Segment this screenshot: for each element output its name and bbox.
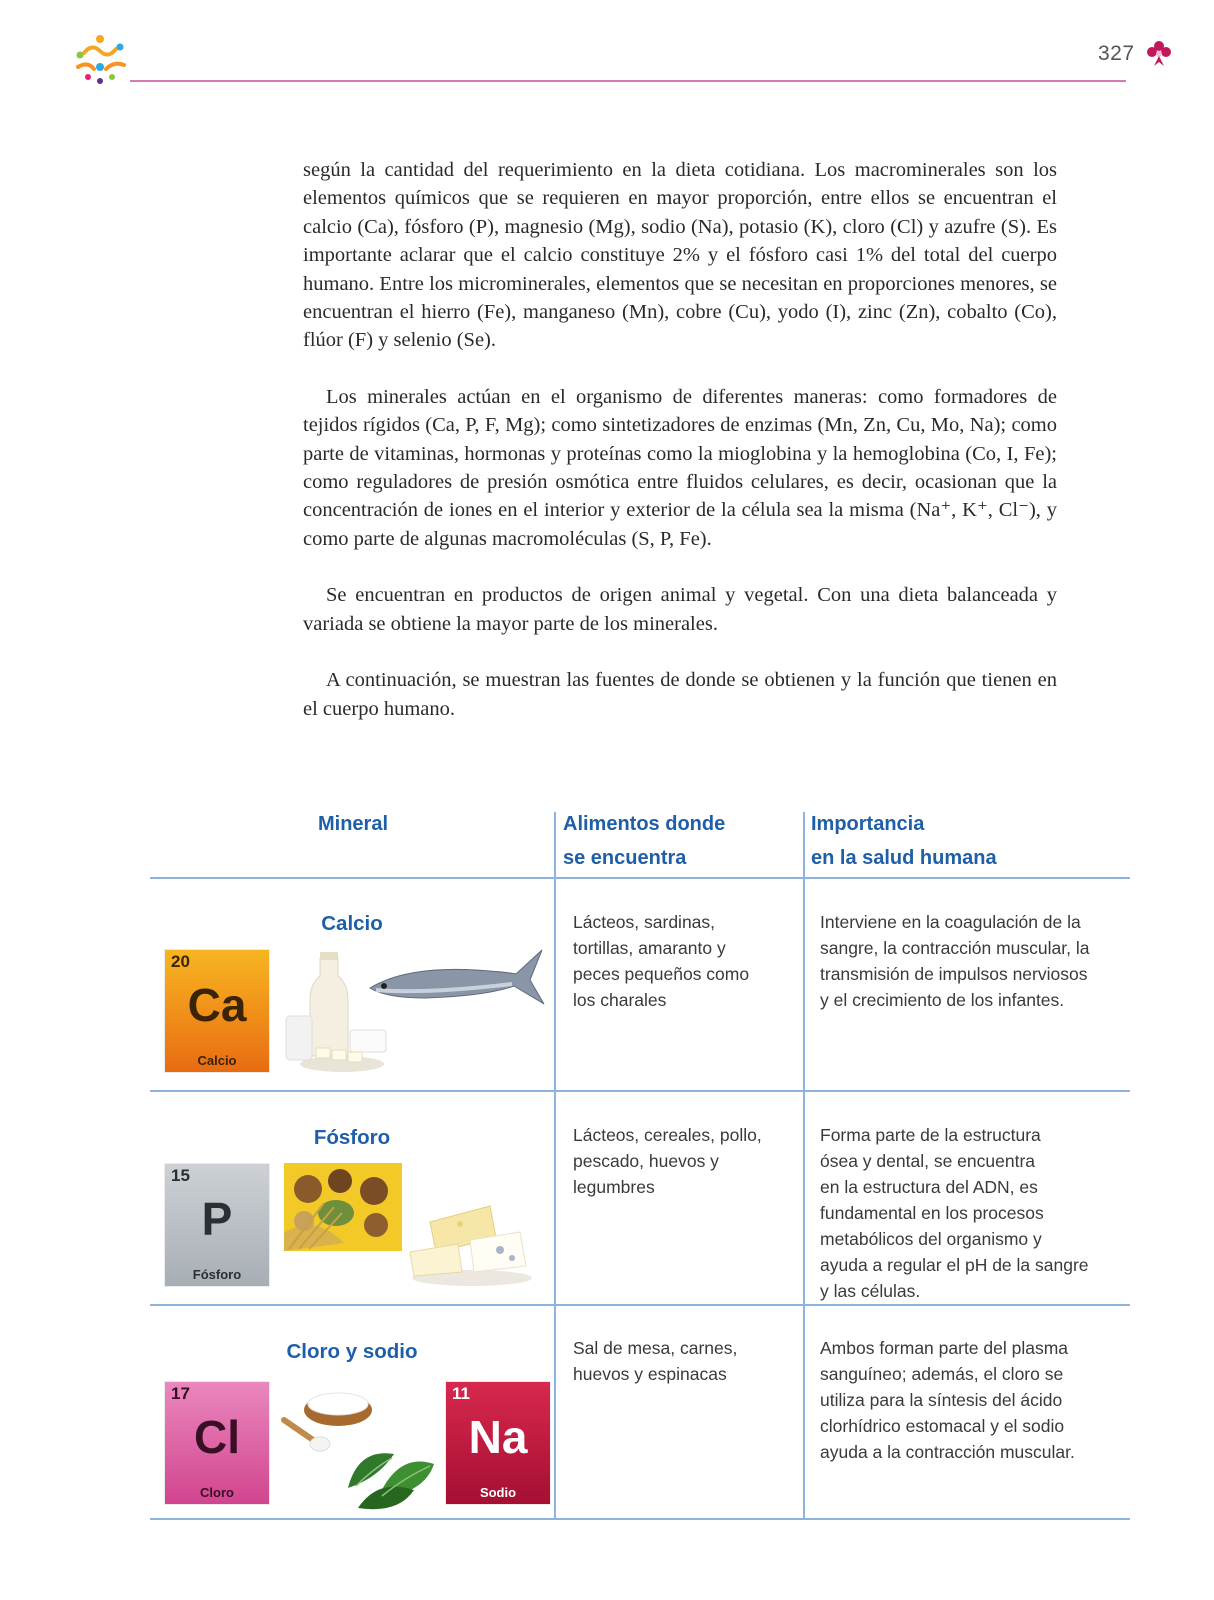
paragraph-3: Se encuentran en productos de origen animal y vegetal. Con una dieta balanceada y variada se obtiene la mayor parte de los minerales. [303, 584, 1057, 635]
page-number: 327 [1098, 42, 1135, 65]
mineral-name-fosforo: Fósforo [313, 1126, 391, 1149]
atomic-number: 15 [171, 1166, 190, 1185]
header-foods-line1: Alimentos donde [563, 813, 726, 835]
atomic-number: 11 [452, 1384, 470, 1403]
header-importance-line1: Importancia [811, 813, 925, 835]
element-name: Calcio [197, 1053, 237, 1068]
element-symbol: Na [468, 1411, 528, 1463]
element-symbol: Ca [187, 979, 247, 1031]
foods-text-calcio: Lácteos, sardinas, tortillas, amaranto y peces pequeños como los charales [573, 912, 750, 1010]
spinach-image [338, 1438, 444, 1514]
importance-text-calcio: Interviene en la coagulación de la sangre, la contracción muscular, la transmisión de impulsos nerviosos y el crecimiento de los infantes. [820, 912, 1090, 1010]
sardine-fish-image [366, 944, 546, 1014]
importance-text-cloro-sodio: Ambos forman parte del plasma sanguíneo; además, el cloro se utiliza para la síntesis del ácido clorhídrico estomacal y el sodio ayuda a la contracción muscular. [820, 1338, 1075, 1462]
foods-text-cloro-sodio: Sal de mesa, carnes, huevos y espinacas [573, 1338, 738, 1384]
element-name: Cloro [200, 1485, 234, 1500]
importance-text-fosforo: Forma parte de la estructura ósea y dental, se encuentra en la estructura del ADN, es fundamental en los procesos metabólicos del organismo y ayuda a regular el pH de la sangre y las células. [820, 1125, 1089, 1301]
header-mineral: Mineral [318, 813, 389, 835]
flower-ornament-icon [1146, 40, 1172, 68]
cereals-grains-image [284, 1163, 402, 1251]
column-divider [803, 812, 805, 1520]
element-tile-calcium [165, 950, 269, 1072]
header-foods-line2: se encuentra [563, 847, 687, 869]
cheese-image [400, 1192, 540, 1288]
paragraph-2: Los minerales actúan en el organismo de diferentes maneras: como formadores de tejidos rígidos (Ca, P, F, Mg); como sintetizadores de enzimas (Mn, Zn, Cu, Mo, Na); como parte de vitaminas, hormonas y proteínas como la mioglobina y la hemoglobina (Co, I, Fe); como reguladores de presión osmótica entre fluidos celulares, es decir, ocasionan que la concentración de iones en el interior y exterior de la célula sea la misma (Na⁺, K⁺, Cl⁻), y como parte de algunas macromoléculas (S, P, Fe). [303, 385, 1057, 550]
column-divider [554, 812, 556, 1520]
header-rule [130, 80, 1126, 82]
element-symbol: P [201, 1193, 233, 1245]
row-divider [150, 1090, 1130, 1092]
atomic-number: 20 [171, 952, 190, 971]
body-text [303, 156, 1057, 751]
mineral-name-calcio: Calcio [321, 912, 383, 935]
mineral-name-cloro-sodio: Cloro y sodio [286, 1340, 418, 1363]
header-importance-line2: en la salud humana [811, 847, 997, 869]
row-divider [150, 1518, 1130, 1520]
element-tile-sodium [446, 1382, 550, 1504]
row-divider [150, 1304, 1130, 1306]
atomic-number: 17 [171, 1384, 190, 1403]
element-tile-phosphorus [165, 1164, 269, 1286]
foods-text-fosforo: Lácteos, cereales, pollo, pescado, huevos y legumbres [573, 1125, 762, 1197]
paragraph-4: A continuación, se muestran las fuentes de donde se obtienen y la función que tienen en el cuerpo humano. [303, 669, 1057, 720]
element-tile-chlorine [165, 1382, 269, 1504]
element-name: Fósforo [192, 1267, 242, 1282]
element-name: Sodio [479, 1485, 517, 1500]
colorful-dots-logo-icon [72, 33, 128, 85]
row-divider [150, 877, 1130, 879]
paragraph-1: según la cantidad del requerimiento en la dieta cotidiana. Los macrominerales son los elementos químicos que se requieren en mayor proporción, entre ellos se encuentran el calcio (Ca), fósforo (P), magnesio (Mg), sodio (Na), potasio (K), cloro (Cl) y azufre (S). Es importante aclarar que el calcio constituye 2% y el fósforo casi 1% del total del cuerpo humano. Entre los microminerales, elementos que se necesitan en proporciones menores, se encuentran el hierro (Fe), manganeso (Mn), cobre (Cu), yodo (I), zinc (Zn), cobalto (Co), flúor (F) y selenio (Se). [303, 159, 1057, 352]
element-symbol: Cl [194, 1411, 240, 1463]
